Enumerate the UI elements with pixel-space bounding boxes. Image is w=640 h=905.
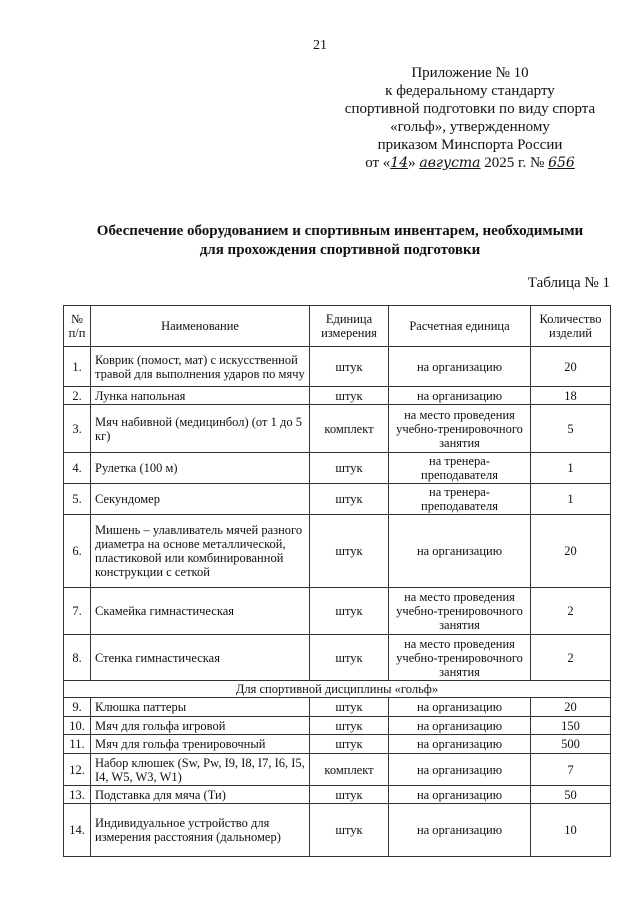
table-row (64, 735, 611, 754)
title-line: для прохождения спортивной подготовки (199, 242, 481, 258)
item-name: Мишень – улавливатель мячей разного диаметра на основе металлической, пластиковой или комбинированной конструкции с сеткой (91, 515, 310, 588)
table-row (64, 698, 611, 717)
item-unit: комплект (310, 405, 389, 453)
item-unit: комплект (310, 754, 389, 786)
item-quantity: 5 (531, 405, 611, 453)
item-quantity: 7 (531, 754, 611, 786)
item-unit: штук (310, 804, 389, 857)
appendix-line: «гольф», утвержденному (390, 119, 550, 135)
section-heading: Для спортивной дисциплины «гольф» (64, 681, 611, 698)
row-number: 11. (64, 735, 91, 754)
year-text: 2025 г. № (480, 155, 549, 171)
item-calc-unit: на организацию (389, 515, 531, 588)
row-number: 14. (64, 804, 91, 857)
date-prefix: от « (365, 155, 391, 171)
appendix-line: к федеральному стандарту (385, 83, 555, 99)
item-name: Скамейка гимнастическая (91, 588, 310, 635)
item-unit: штук (310, 515, 389, 588)
item-unit: штук (310, 453, 389, 484)
row-number: 6. (64, 515, 91, 588)
item-unit: штук (310, 717, 389, 735)
order-date (330, 154, 610, 172)
item-name: Мяч для гольфа игровой (91, 717, 310, 735)
row-number: 13. (64, 786, 91, 804)
table-row (64, 754, 611, 786)
row-number: 1. (64, 347, 91, 387)
item-name: Стенка гимнастическая (91, 635, 310, 681)
section-row (64, 681, 611, 698)
item-calc-unit: на тренера-преподавателя (389, 453, 531, 484)
table-row (64, 635, 611, 681)
item-name: Рулетка (100 м) (91, 453, 310, 484)
table-label: Таблица № 1 (527, 275, 610, 291)
table-row (64, 717, 611, 735)
item-quantity: 20 (531, 347, 611, 387)
page-number: 21 (313, 38, 327, 53)
item-unit: штук (310, 484, 389, 515)
item-calc-unit: на тренера-преподавателя (389, 484, 531, 515)
table-row (64, 387, 611, 405)
item-unit: штук (310, 735, 389, 754)
col-name-header: Наименование (91, 306, 310, 347)
row-number: 4. (64, 453, 91, 484)
item-quantity: 1 (531, 484, 611, 515)
date-mid: » (408, 155, 420, 171)
item-unit: штук (310, 387, 389, 405)
row-number: 12. (64, 754, 91, 786)
header-row (64, 306, 611, 347)
table-row (64, 347, 611, 387)
item-name: Индивидуальное устройство для измерения расстояния (дальномер) (91, 804, 310, 857)
item-name: Секундомер (91, 484, 310, 515)
item-quantity: 20 (531, 698, 611, 717)
item-calc-unit: на организацию (389, 754, 531, 786)
table-row (64, 453, 611, 484)
item-calc-unit: на организацию (389, 717, 531, 735)
handwritten-month: августа (419, 155, 481, 171)
item-quantity: 150 (531, 717, 611, 735)
item-calc-unit: на организацию (389, 347, 531, 387)
appendix-line: спортивной подготовки по виду спорта (344, 101, 596, 117)
table-row (64, 804, 611, 857)
item-calc-unit: на место проведения учебно-тренировочного занятия (389, 635, 531, 681)
item-quantity: 50 (531, 786, 611, 804)
item-name: Клюшка паттеры (91, 698, 310, 717)
document-title (40, 222, 640, 260)
row-number: 9. (64, 698, 91, 717)
col-number-header: № п/п (64, 306, 91, 347)
item-calc-unit: на организацию (389, 804, 531, 857)
item-unit: штук (310, 698, 389, 717)
item-calc-unit: на организацию (389, 735, 531, 754)
table-row (64, 515, 611, 588)
item-quantity: 10 (531, 804, 611, 857)
item-calc-unit: на место проведения учебно-тренировочного занятия (389, 588, 531, 635)
handwritten-order-number: 656 (548, 155, 575, 171)
item-unit: штук (310, 786, 389, 804)
appendix-line: Приложение № 10 (411, 65, 529, 81)
table-row (64, 405, 611, 453)
item-name: Мяч для гольфа тренировочный (91, 735, 310, 754)
item-quantity: 18 (531, 387, 611, 405)
row-number: 5. (64, 484, 91, 515)
appendix-header (330, 64, 610, 172)
item-unit: штук (310, 347, 389, 387)
item-calc-unit: на организацию (389, 698, 531, 717)
row-number: 8. (64, 635, 91, 681)
col-calc-unit-header: Расчетная единица (389, 306, 531, 347)
item-name: Лунка напольная (91, 387, 310, 405)
row-number: 10. (64, 717, 91, 735)
equipment-table (63, 305, 611, 857)
item-calc-unit: на место проведения учебно-тренировочного занятия (389, 405, 531, 453)
item-name: Коврик (помост, мат) с искусственной травой для выполнения ударов по мячу (91, 347, 310, 387)
item-quantity: 2 (531, 588, 611, 635)
item-quantity: 500 (531, 735, 611, 754)
table-row (64, 588, 611, 635)
item-unit: штук (310, 635, 389, 681)
row-number: 3. (64, 405, 91, 453)
item-calc-unit: на организацию (389, 387, 531, 405)
item-name: Подставка для мяча (Ти) (91, 786, 310, 804)
row-number: 2. (64, 387, 91, 405)
col-quantity-header: Количество изделий (531, 306, 611, 347)
item-unit: штук (310, 588, 389, 635)
table-row (64, 484, 611, 515)
item-quantity: 20 (531, 515, 611, 588)
item-calc-unit: на организацию (389, 786, 531, 804)
title-line: Обеспечение оборудованием и спортивным инвентарем, необходимыми (96, 223, 584, 239)
item-quantity: 2 (531, 635, 611, 681)
item-quantity: 1 (531, 453, 611, 484)
table-row (64, 786, 611, 804)
item-name: Набор клюшек (Sw, Pw, I9, I8, I7, I6, I5, I4, W5, W3, W1) (91, 754, 310, 786)
handwritten-day: 14 (390, 155, 409, 171)
col-unit-header: Единица измерения (310, 306, 389, 347)
appendix-line: приказом Минспорта России (377, 137, 563, 153)
item-name: Мяч набивной (медицинбол) (от 1 до 5 кг) (91, 405, 310, 453)
row-number: 7. (64, 588, 91, 635)
